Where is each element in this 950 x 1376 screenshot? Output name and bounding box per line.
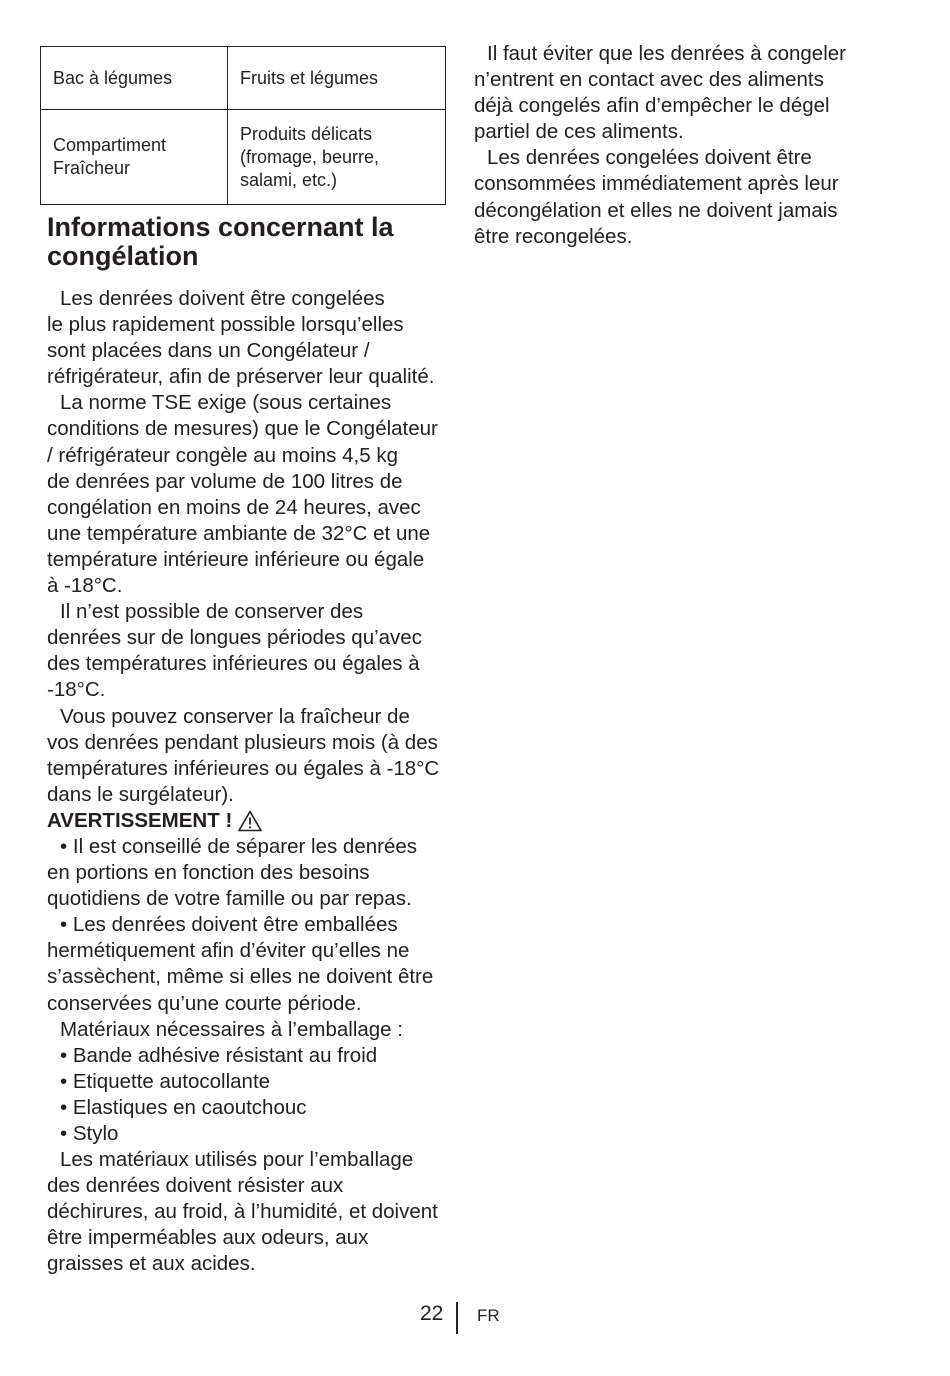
table-cell-compartment: Bac à légumes — [41, 47, 228, 110]
text-line: hermétiquement afin d’éviter qu’elles ne — [47, 939, 410, 963]
text-line: Matériaux nécessaires à l’emballage : — [60, 1017, 403, 1041]
text-line: Il n’est possible de conserver des — [60, 600, 364, 624]
text-line: le plus rapidement possible lorsqu’elles — [47, 313, 404, 337]
text-line: Les denrées congelées doivent être — [487, 146, 812, 170]
storage-table — [40, 46, 446, 205]
text-line: sont placées dans un Congélateur / — [47, 339, 370, 363]
text-line: Les matériaux utilisés pour l’emballage — [60, 1148, 414, 1172]
text-line: quotidiens de votre famille ou par repas. — [47, 887, 412, 911]
language-code: FR — [477, 1306, 500, 1325]
text-line: denrées sur de longues périodes qu’avec — [47, 626, 422, 650]
text-line: • Il est conseillé de séparer les denrées — [60, 834, 418, 858]
text-line: partiel de ces aliments. — [474, 120, 684, 144]
title-line: Informations concernant la — [47, 212, 394, 242]
text-line: de denrées par volume de 100 litres de — [47, 469, 403, 493]
right-column — [474, 41, 874, 250]
text-line: être imperméables aux odeurs, aux — [47, 1226, 369, 1250]
text-line: être recongelées. — [474, 224, 633, 248]
cell-line: Fraîcheur — [53, 158, 131, 178]
text-line: réfrigérateur, afin de préserver leur qualité. — [47, 365, 435, 389]
text-line: dans le surgélateur). — [47, 782, 234, 806]
cell-line: Produits délicats — [240, 123, 373, 144]
page-footer — [0, 1298, 950, 1338]
text-line: température intérieure inférieure ou égale — [47, 547, 425, 571]
text-line: températures inférieures ou égales à -18°C — [47, 756, 440, 780]
list-item: • Bande adhésive résistant au froid — [60, 1043, 378, 1067]
body-text — [47, 286, 448, 1278]
text-line: La norme TSE exige (sous certaines — [60, 391, 392, 415]
table-cell-compartment — [41, 110, 228, 205]
text-line: à -18°C. — [47, 574, 123, 598]
text-line: graisses et aux acides. — [47, 1252, 256, 1276]
text-line: décongélation et elles ne doivent jamais — [474, 198, 838, 222]
cell-line: Compartiment — [53, 135, 167, 155]
text-line: s’assèchent, même si elles ne doivent être — [47, 965, 434, 989]
warning-heading — [47, 808, 448, 834]
text-line: • Les denrées doivent être emballées — [60, 913, 398, 937]
text-line: déchirures, au froid, à l’humidité, et doivent — [47, 1200, 438, 1224]
text-line: des denrées doivent résister aux — [47, 1174, 344, 1198]
warning-label: AVERTISSEMENT ! — [47, 808, 233, 832]
table-row — [41, 47, 446, 110]
cell-line: salami, etc.) — [240, 169, 338, 190]
text-line: Il faut éviter que les denrées à congeler — [487, 42, 846, 65]
table-cell-contents: Fruits et légumes — [228, 47, 446, 110]
table-row — [41, 110, 446, 205]
text-line: des températures inférieures ou égales à — [47, 652, 420, 676]
list-item: • Stylo — [60, 1122, 119, 1145]
left-column — [40, 46, 448, 1278]
footer-divider — [456, 1302, 458, 1334]
text-line: Vous pouvez conserver la fraîcheur de — [60, 704, 410, 728]
list-item: • Etiquette autocollante — [60, 1069, 271, 1093]
text-line: consommées immédiatement après leur — [474, 172, 839, 196]
warning-triangle-icon — [238, 810, 262, 832]
text-line: Les denrées doivent être congelées — [60, 287, 385, 310]
section-title — [47, 213, 448, 271]
text-line: en portions en fonction des besoins — [47, 861, 370, 885]
title-line: congélation — [47, 241, 199, 271]
list-item: • Elastiques en caoutchouc — [60, 1095, 307, 1119]
table-cell-contents — [228, 110, 446, 205]
cell-line: (fromage, beurre, — [240, 146, 380, 167]
text-line: -18°C. — [47, 678, 106, 702]
text-line: conditions de mesures) que le Congélateur — [47, 417, 438, 441]
text-line: / réfrigérateur congèle au moins 4,5 kg — [47, 443, 398, 467]
text-line: conservées qu’une courte période. — [47, 991, 362, 1015]
text-line: une température ambiante de 32°C et une — [47, 521, 431, 545]
text-line: vos denrées pendant plusieurs mois (à des — [47, 730, 438, 754]
page-number: 22 — [420, 1302, 444, 1325]
text-line: congélation en moins de 24 heures, avec — [47, 495, 421, 519]
text-line: déjà congelés afin d’empêcher le dégel — [474, 94, 830, 118]
text-line: n’entrent en contact avec des aliments — [474, 68, 824, 92]
